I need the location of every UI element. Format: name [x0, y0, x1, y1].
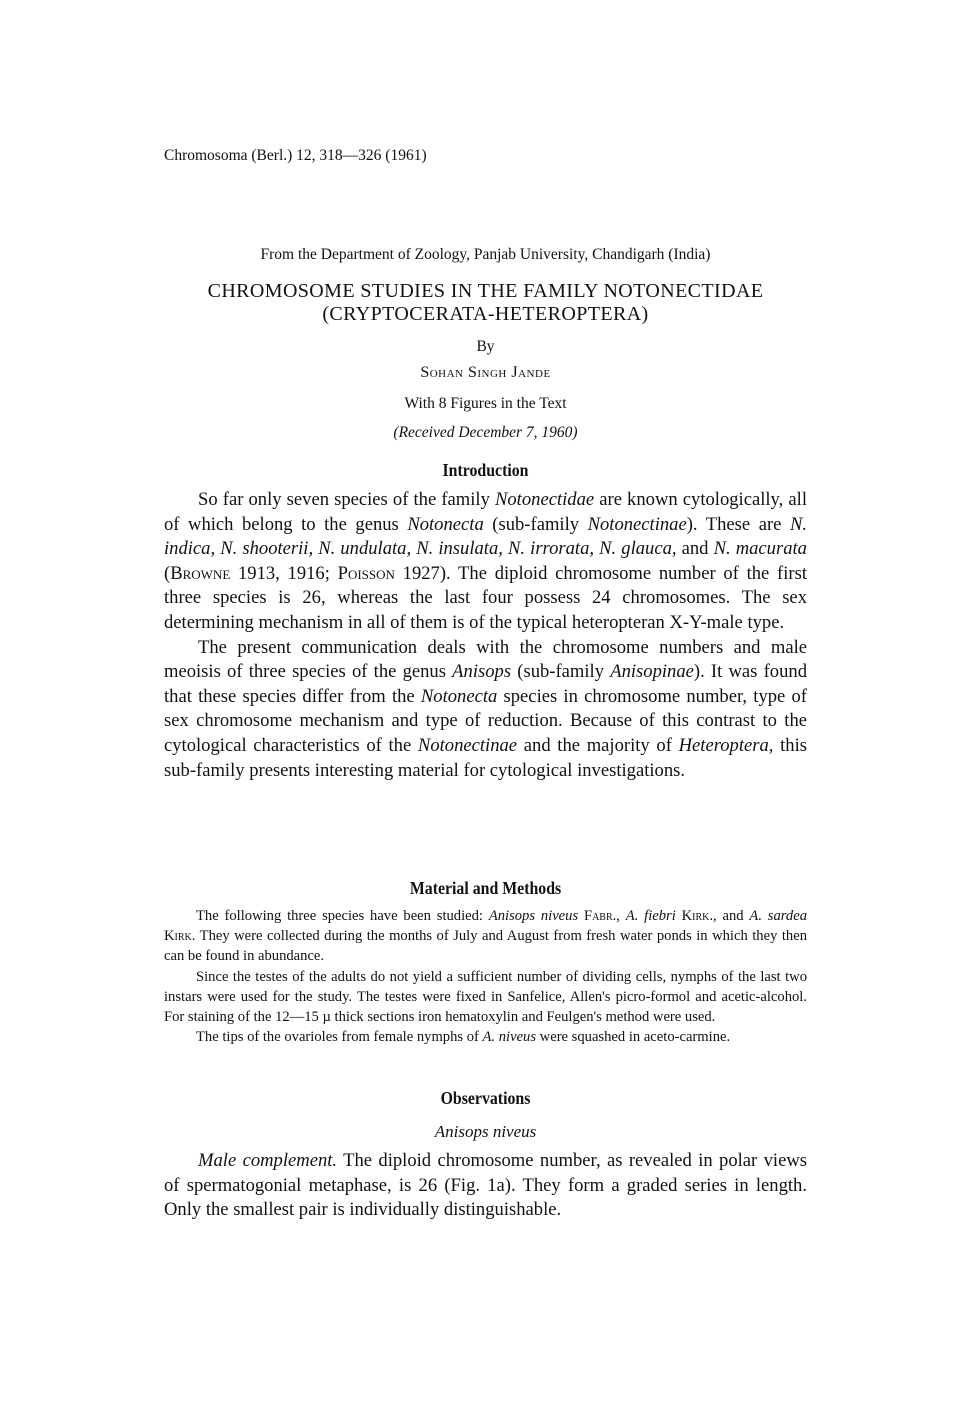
introduction-heading: Introduction — [442, 460, 529, 480]
material-methods-heading: Material and Methods — [409, 878, 562, 898]
material-paragraph-3: The tips of the ovarioles from female nymphs of A. niveus were squashed in aceto-carmine. — [196, 1029, 731, 1046]
journal-reference: Chromosoma (Berl.) 12, 318—326 (1961) — [164, 147, 427, 164]
affiliation: From the Department of Zoology, Panjab University, Chandigarh (India) — [260, 246, 711, 263]
observations-heading: Observations — [440, 1088, 531, 1108]
material-paragraph-1: The following three species have been studied: Anisops niveus Fabr., A. fiebri Kirk., and A. sardea Kirk. They were collected during the months of July and August from fresh water ponds in which they then can be found in abundance. — [164, 908, 807, 965]
material-paragraph-2: Since the testes of the adults do not yield a sufficient number of dividing cells, nymphs of the last two instars were used for the study. The testes were fixed in Sanfelice, Allen's picro-formol and acetic-alcohol. For staining of the 12—15 µ thick sections iron hematoxylin and Feulgen's method were used. — [164, 968, 807, 1026]
intro-paragraph-2: The present communication deals with the chromosome numbers and male meoisis of three species of the genus Anisops (sub-family Anisopinae). It was found that these species differ from the Notonecta species in chromosome number, type of sex chromosome mechanism and type of reduction. Because of this contrast to the cytological characteristics of the Notonectinae and the majority of Heteroptera, this sub-family presents interesting material for cytological investigations. — [164, 636, 807, 781]
material-methods-body — [164, 906, 807, 1047]
paper-title — [164, 280, 807, 326]
title-line-1: CHROMOSOME STUDIES IN THE FAMILY NOTONECTIDAE — [207, 280, 764, 302]
intro-paragraph-1: So far only seven species of the family Notonectidae are known cytologically, all of which belong to the genus Notonecta (sub-family Notonectinae). These are N. indica, N. shooterii, N. undulata, N. insulata, N. irrorata, N. glauca, and N. macurata (Browne 1913, 1916; Poisson 1927). The diploid chromosome number of the first three species is 26, whereas the last four possess 24 chromosomes. The sex determining mechanism in all of them is of the typical heteropteran X-Y-male type. — [164, 489, 808, 633]
observations-paragraph-1: Male complement. The diploid chromosome number, as revealed in polar views of spermatogonial metaphase, is 26 (Fig. 1a). They form a graded series in length. Only the smallest pair is individually distinguishable. — [164, 1150, 807, 1221]
received-date: (Received December 7, 1960) — [393, 424, 578, 441]
author-name: Sohan Singh Jande — [420, 364, 551, 381]
species-subheading: Anisops niveus — [434, 1122, 537, 1141]
by-line: By — [476, 338, 495, 355]
figures-note: With 8 Figures in the Text — [404, 395, 567, 412]
introduction-body — [164, 488, 807, 783]
observations-body — [164, 1149, 807, 1223]
title-line-2: (CRYPTOCERATA-HETEROPTERA) — [322, 303, 649, 325]
